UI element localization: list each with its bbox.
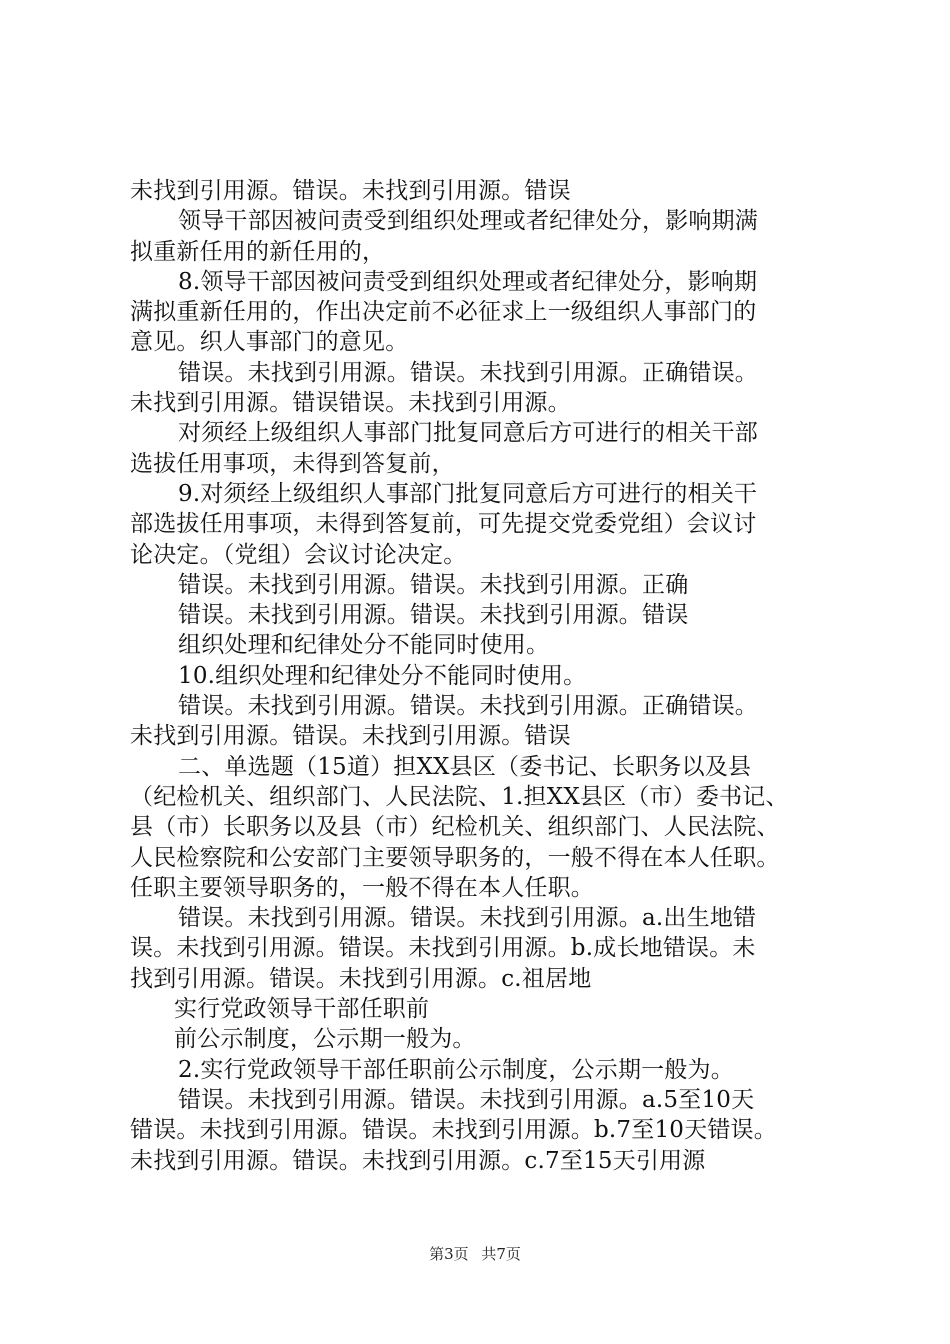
text-line: 任职主要领导职务的，一般不得在本人任职。 <box>130 874 594 901</box>
text-line: 错误。未找到引用源。错误。未找到引用源。错误 <box>178 602 689 629</box>
text-line: 未找到引用源。错误。未找到引用源。c.7至15天引用源 <box>130 1147 706 1174</box>
question-10: 10.组织处理和纪律处分不能同时使用。 <box>178 662 587 689</box>
text-line: 错误。未找到引用源。错误。未找到引用源。正确 <box>178 571 689 598</box>
text-line: 误。未找到引用源。错误。未找到引用源。b.成长地错误。未 <box>130 935 756 962</box>
text-line: 对须经上级组织人事部门批复同意后方可进行的相关干部 <box>178 420 758 447</box>
text-line: 未找到引用源。错误错误。未找到引用源。 <box>130 390 571 417</box>
document-body <box>130 176 830 1176</box>
text-line: 未找到引用源。错误。未找到引用源。错误 <box>130 723 571 750</box>
question-8: 8.领导干部因被问责受到组织处理或者纪律处分，影响期 <box>178 268 758 295</box>
section-heading: 二、单选题（15道）担XX县区（委书记、长职务以及县 <box>178 753 752 780</box>
page-total: 共7页 <box>481 1245 521 1263</box>
text-line: 实行党政领导干部任职前 <box>174 996 430 1023</box>
text-line: 错误。未找到引用源。错误。未找到引用源。正确错误。 <box>178 359 758 386</box>
question-9: 9.对须经上级组织人事部门批复同意后方可进行的相关干 <box>178 480 758 507</box>
text-line: 县（市）长职务以及县（市）纪检机关、组织部门、人民法院、 <box>130 814 780 841</box>
text-line: 未找到引用源。错误。未找到引用源。错误 <box>130 178 571 204</box>
text-line: 错误。未找到引用源。错误。未找到引用源。a.出生地错 <box>178 905 757 932</box>
text-line: 组织处理和纪律处分不能同时使用。 <box>178 632 550 659</box>
text-line: 错误。未找到引用源。错误。未找到引用源。a.5至10天 <box>178 1086 755 1113</box>
question-1: （纪检机关、组织部门、人民法院、1.担XX县区（市）委书记、 <box>130 783 789 810</box>
text-line: 意见。织人事部门的意见。 <box>130 329 409 356</box>
text-line: 选拔任用事项，未得到答复前， <box>130 450 455 477</box>
text-line: 找到引用源。错误。未找到引用源。c.祖居地 <box>130 965 592 992</box>
text-line: 领导干部因被问责受到组织处理或者纪律处分，影响期满 <box>178 208 758 235</box>
text-line: 论决定。（党组）会议讨论决定。 <box>130 541 467 568</box>
question-2: 2.实行党政领导干部任职前公示制度，公示期一般为。 <box>178 1056 734 1083</box>
page-footer <box>0 1244 950 1264</box>
page-number: 第3页 <box>429 1245 469 1263</box>
text-line: 部选拔任用事项，未得到答复前，可先提交党委党组）会议讨 <box>130 511 757 538</box>
text-line: 拟重新任用的新任用的， <box>130 238 386 265</box>
text-line: 错误。未找到引用源。错误。未找到引用源。正确错误。 <box>178 693 758 720</box>
text-line: 错误。未找到引用源。错误。未找到引用源。b.7至10天错误。 <box>130 1117 777 1144</box>
text-line: 人民检察院和公安部门主要领导职务的，一般不得在本人任职。 <box>130 844 780 871</box>
text-line: 前公示制度，公示期一般为。 <box>174 1026 476 1053</box>
text-line: 满拟重新任用的，作出决定前不必征求上一级组织人事部门的 <box>130 299 757 326</box>
